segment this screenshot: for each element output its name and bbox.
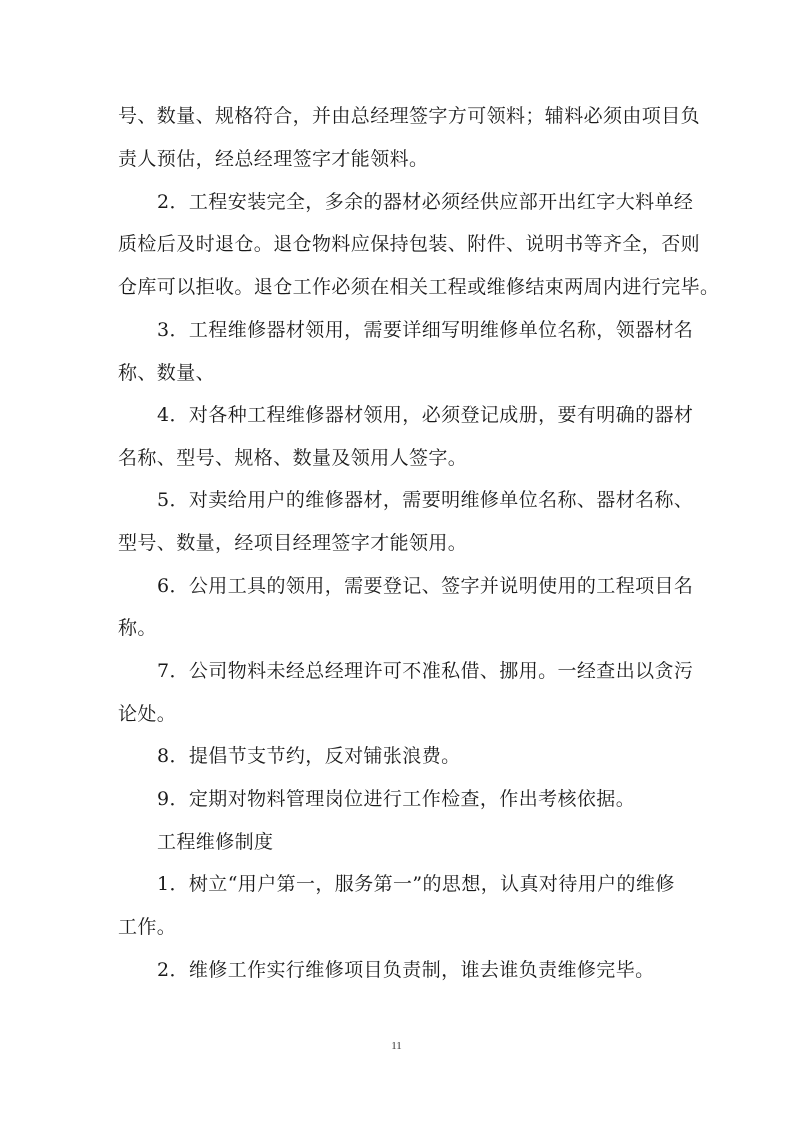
text-line: 型号、数量，经项目经理签字才能领用。: [118, 532, 468, 554]
text-line: 8．提倡节支节约，反对铺张浪费。: [157, 745, 461, 767]
text-line: 论处。: [118, 703, 177, 725]
text-line: 名称、型号、规格、数量及领用人签字。: [118, 447, 468, 469]
text-line: 称。: [118, 617, 157, 639]
text-line: 7．公司物料未经总经理许可不准私借、挪用。一经查出以贪污: [157, 660, 694, 682]
text-line: 工作。: [118, 916, 177, 938]
text-line: 称、数量、: [118, 362, 216, 384]
text-line: 2．维修工作实行维修项目负责制，谁去谁负责维修完毕。: [157, 959, 655, 981]
text-line: 质检后及时退仓。退仓物料应保持包装、附件、说明书等齐全，否则: [118, 233, 701, 255]
text-line: 1．树立“用户第一，服务第一”的思想，认真对待用户的维修: [157, 873, 675, 895]
text-line: 3．工程维修器材领用，需要详细写明维修单位名称，领器材名: [157, 319, 694, 341]
text-line: 9．定期对物料管理岗位进行工作检查，作出考核依据。: [157, 788, 636, 810]
section-heading: 工程维修制度: [157, 831, 274, 853]
text-line: 4．对各种工程维修器材领用，必须登记成册，要有明确的器材: [157, 404, 694, 426]
text-line: 仓库可以拒收。退仓工作必须在相关工程或维修结束两周内进行完毕。: [118, 276, 720, 298]
text-line: 2．工程安装完全，多余的器材必须经供应部开出红字大料单经: [157, 191, 694, 213]
text-line: 号、数量、规格符合，并由总经理签字方可领料；辅料必须由项目负: [118, 105, 701, 127]
text-line: 责人预估，经总经理签字才能领料。: [118, 148, 429, 170]
page-number: 11: [391, 1040, 402, 1052]
text-line: 6．公用工具的领用，需要登记、签字并说明使用的工程项目名: [157, 575, 694, 597]
text-line: 5．对卖给用户的维修器材，需要明维修单位名称、器材名称、: [157, 489, 694, 511]
